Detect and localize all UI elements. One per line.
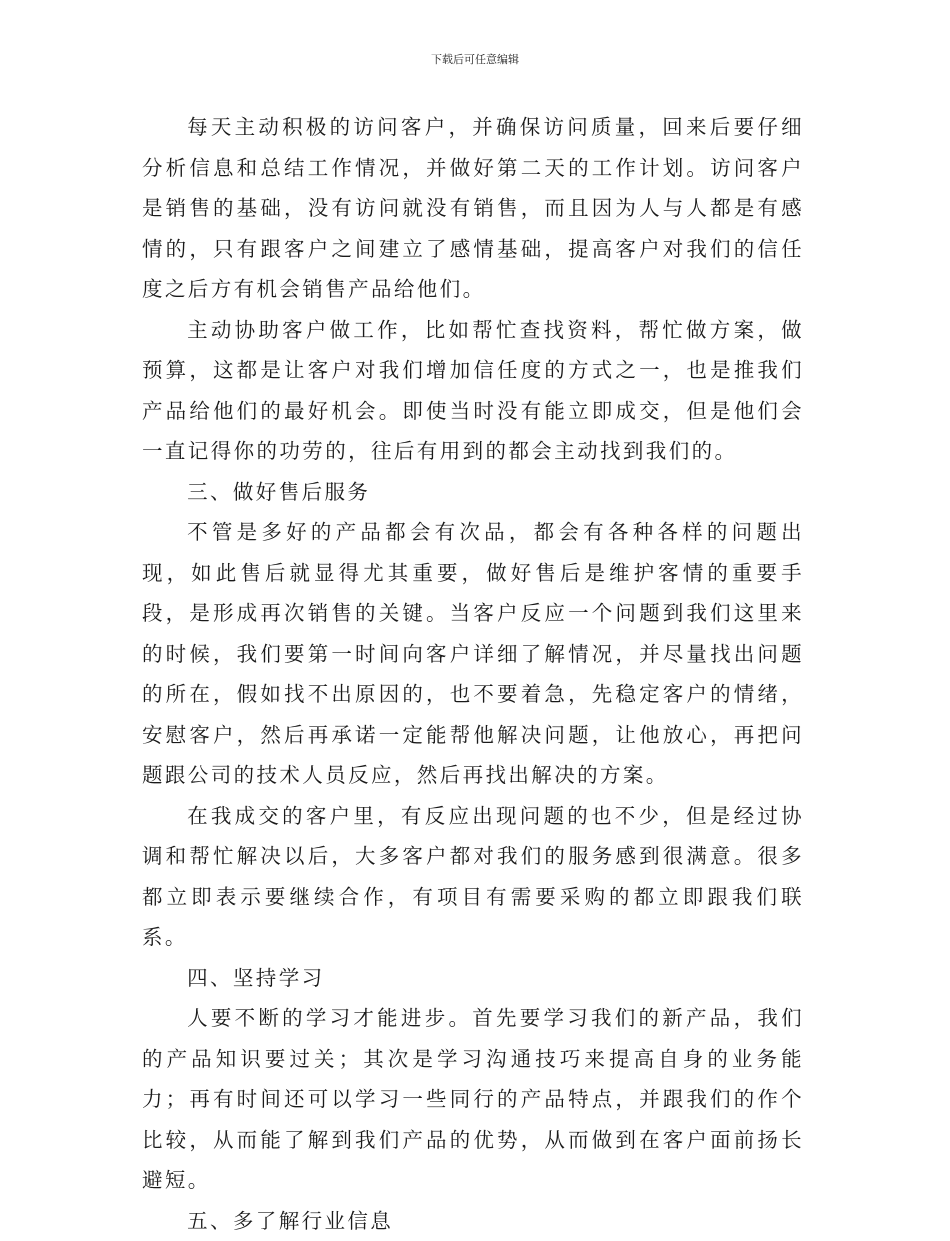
section-heading-after-sales: 三、做好售后服务	[142, 472, 804, 513]
document-body	[142, 107, 804, 1241]
section-heading-keep-learning: 四、坚持学习	[142, 958, 804, 999]
paragraph-learning: 人要不断的学习才能进步。首先要学习我们的新产品，我们的产品知识要过关；其次是学习沟通技巧来提高自身的业务能力；再有时间还可以学习一些同行的产品特点，并跟我们的作个比较，从而能了解到我们产品的优势，从而做到在客户面前扬长避短。	[142, 998, 804, 1201]
header-note: 下载后可任意编辑	[0, 53, 950, 67]
paragraph-after-sales: 不管是多好的产品都会有次品，都会有各种各样的问题出现，如此售后就显得尤其重要，做好售后是维护客情的重要手段，是形成再次销售的关键。当客户反应一个问题到我们这里来的时候，我们要第一时间向客户详细了解情况，并尽量找出问题的所在，假如找不出原因的，也不要着急，先稳定客户的情绪，安慰客户，然后再承诺一定能帮他解决问题，让他放心，再把问题跟公司的技术人员反应，然后再找出解决的方案。	[142, 512, 804, 796]
paragraph-assist-customers: 主动协助客户做工作，比如帮忙查找资料，帮忙做方案，做预算，这都是让客户对我们增加信任度的方式之一，也是推我们产品给他们的最好机会。即使当时没有能立即成交，但是他们会一直记得你的功劳的，往后有用到的都会主动找到我们的。	[142, 310, 804, 472]
section-heading-industry-info: 五、多了解行业信息	[142, 1201, 804, 1241]
paragraph-customer-satisfaction: 在我成交的客户里，有反应出现问题的也不少，但是经过协调和帮忙解决以后，大多客户都对我们的服务感到很满意。很多都立即表示要继续合作，有项目有需要采购的都立即跟我们联系。	[142, 796, 804, 958]
paragraph-visit-customers: 每天主动积极的访问客户，并确保访问质量，回来后要仔细分析信息和总结工作情况，并做好第二天的工作计划。访问客户是销售的基础，没有访问就没有销售，而且因为人与人都是有感情的，只有跟客户之间建立了感情基础，提高客户对我们的信任度之后方有机会销售产品给他们。	[142, 107, 804, 310]
